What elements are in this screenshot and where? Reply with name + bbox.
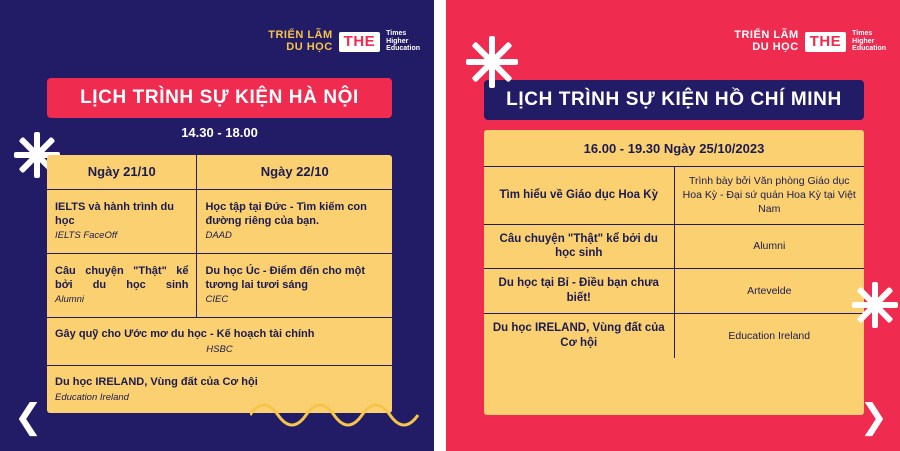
column-header-day1: Ngày 21/10 [47,155,197,189]
session-title: Học tập tại Đức - Tìm kiếm con đường riêng của bạn. [205,200,367,227]
session-cell: Tìm hiểu về Giáo dục Hoa Kỳ [484,167,674,224]
organiser-cell: Education Ireland [674,314,864,358]
session-title: Du học Úc - Điểm đến cho một tương lai tươi sáng [205,264,365,291]
table-row [484,269,864,314]
session-organiser: CIEC [205,294,229,306]
brand-vietnamese-text [268,30,332,53]
session-cell [47,253,197,317]
brand-vietnamese-text [734,30,798,53]
session-title: Câu chuyện "Thật" kể bởi du học sinh [55,264,189,291]
session-cell [197,253,392,317]
organiser-cell: Trình bày bởi Văn phòng Giáo dục Hoa Kỳ - Đại sứ quán Hoa Kỳ tại Việt Nam [674,167,864,224]
squiggle-decoration [250,395,420,435]
column-header-day2: Ngày 22/10 [197,155,392,189]
schedule-card-hanoi [47,155,392,413]
table-row [47,317,392,365]
brand-line-1: TRIỂN LÃM [734,29,799,41]
the-sub-line-3: Education [386,45,420,53]
the-sub-line-1: Times [852,30,873,38]
the-logo-subtitle [852,30,886,53]
brand-logo-hochiminh [734,30,886,53]
session-organiser: Education Ireland [55,391,129,403]
table-row [47,189,392,253]
the-logo-subtitle [386,30,420,53]
session-organiser: IELTS FaceOff [55,230,118,242]
session-organiser: DAAD [205,230,232,242]
the-logo-badge: THE [805,32,847,52]
session-title: Gây quỹ cho Ước mơ du học - Kế hoạch tài chính [55,327,315,340]
organiser-cell: Artevelde [674,269,864,314]
session-title: Du học IRELAND, Vùng đất của Cơ hội [55,376,258,389]
schedule-card-hochiminh [484,130,864,415]
the-sub-line-3: Education [852,45,886,53]
session-cell [47,189,197,253]
session-title: IELTS và hành trình du học [55,200,174,227]
session-organiser: Alumni [55,294,85,306]
table-row [484,224,864,269]
brand-logo-hanoi [268,30,420,53]
the-sub-line-1: Times [386,30,407,38]
asterisk-decoration-right-edge [852,282,898,328]
brand-line-2: DU HỌC [752,40,799,53]
session-organiser: HSBC [206,343,233,355]
event-time-hochiminh: 16.00 - 19.30 Ngày 25/10/2023 [484,130,864,167]
table-row [484,314,864,358]
slide-hanoi[interactable] [0,0,434,451]
session-cell: Câu chuyện "Thật" kể bởi du học sinh [484,224,674,269]
carousel-prev-arrow[interactable]: ❮ [14,397,43,437]
asterisk-decoration-top-right [466,36,518,88]
slide-divider [434,0,446,451]
the-sub-line-2: Higher [852,37,875,45]
slide-title-hanoi: LỊCH TRÌNH SỰ KIỆN HÀ NỘI [47,78,392,118]
brand-line-1: TRIỂN LÃM [268,29,333,41]
table-row [47,253,392,317]
organiser-cell: Alumni [674,224,864,269]
table-header-row [47,155,392,189]
session-cell [197,189,392,253]
carousel-next-arrow[interactable]: ❯ [859,397,888,437]
event-time-hanoi: 14.30 - 18.00 [181,125,258,140]
session-cell-wide [47,317,392,365]
slide-title-hochiminh: LỊCH TRÌNH SỰ KIỆN HỒ CHÍ MINH [484,80,864,120]
the-sub-line-2: Higher [386,37,409,45]
schedule-table-hochiminh [484,167,864,358]
the-logo-badge: THE [339,32,381,52]
session-cell: Du học tại Bỉ - Điều bạn chưa biết! [484,269,674,314]
table-row [484,167,864,224]
session-cell: Du học IRELAND, Vùng đất của Cơ hội [484,314,674,358]
brand-line-2: DU HỌC [286,40,333,53]
schedule-table-hanoi [47,155,392,413]
